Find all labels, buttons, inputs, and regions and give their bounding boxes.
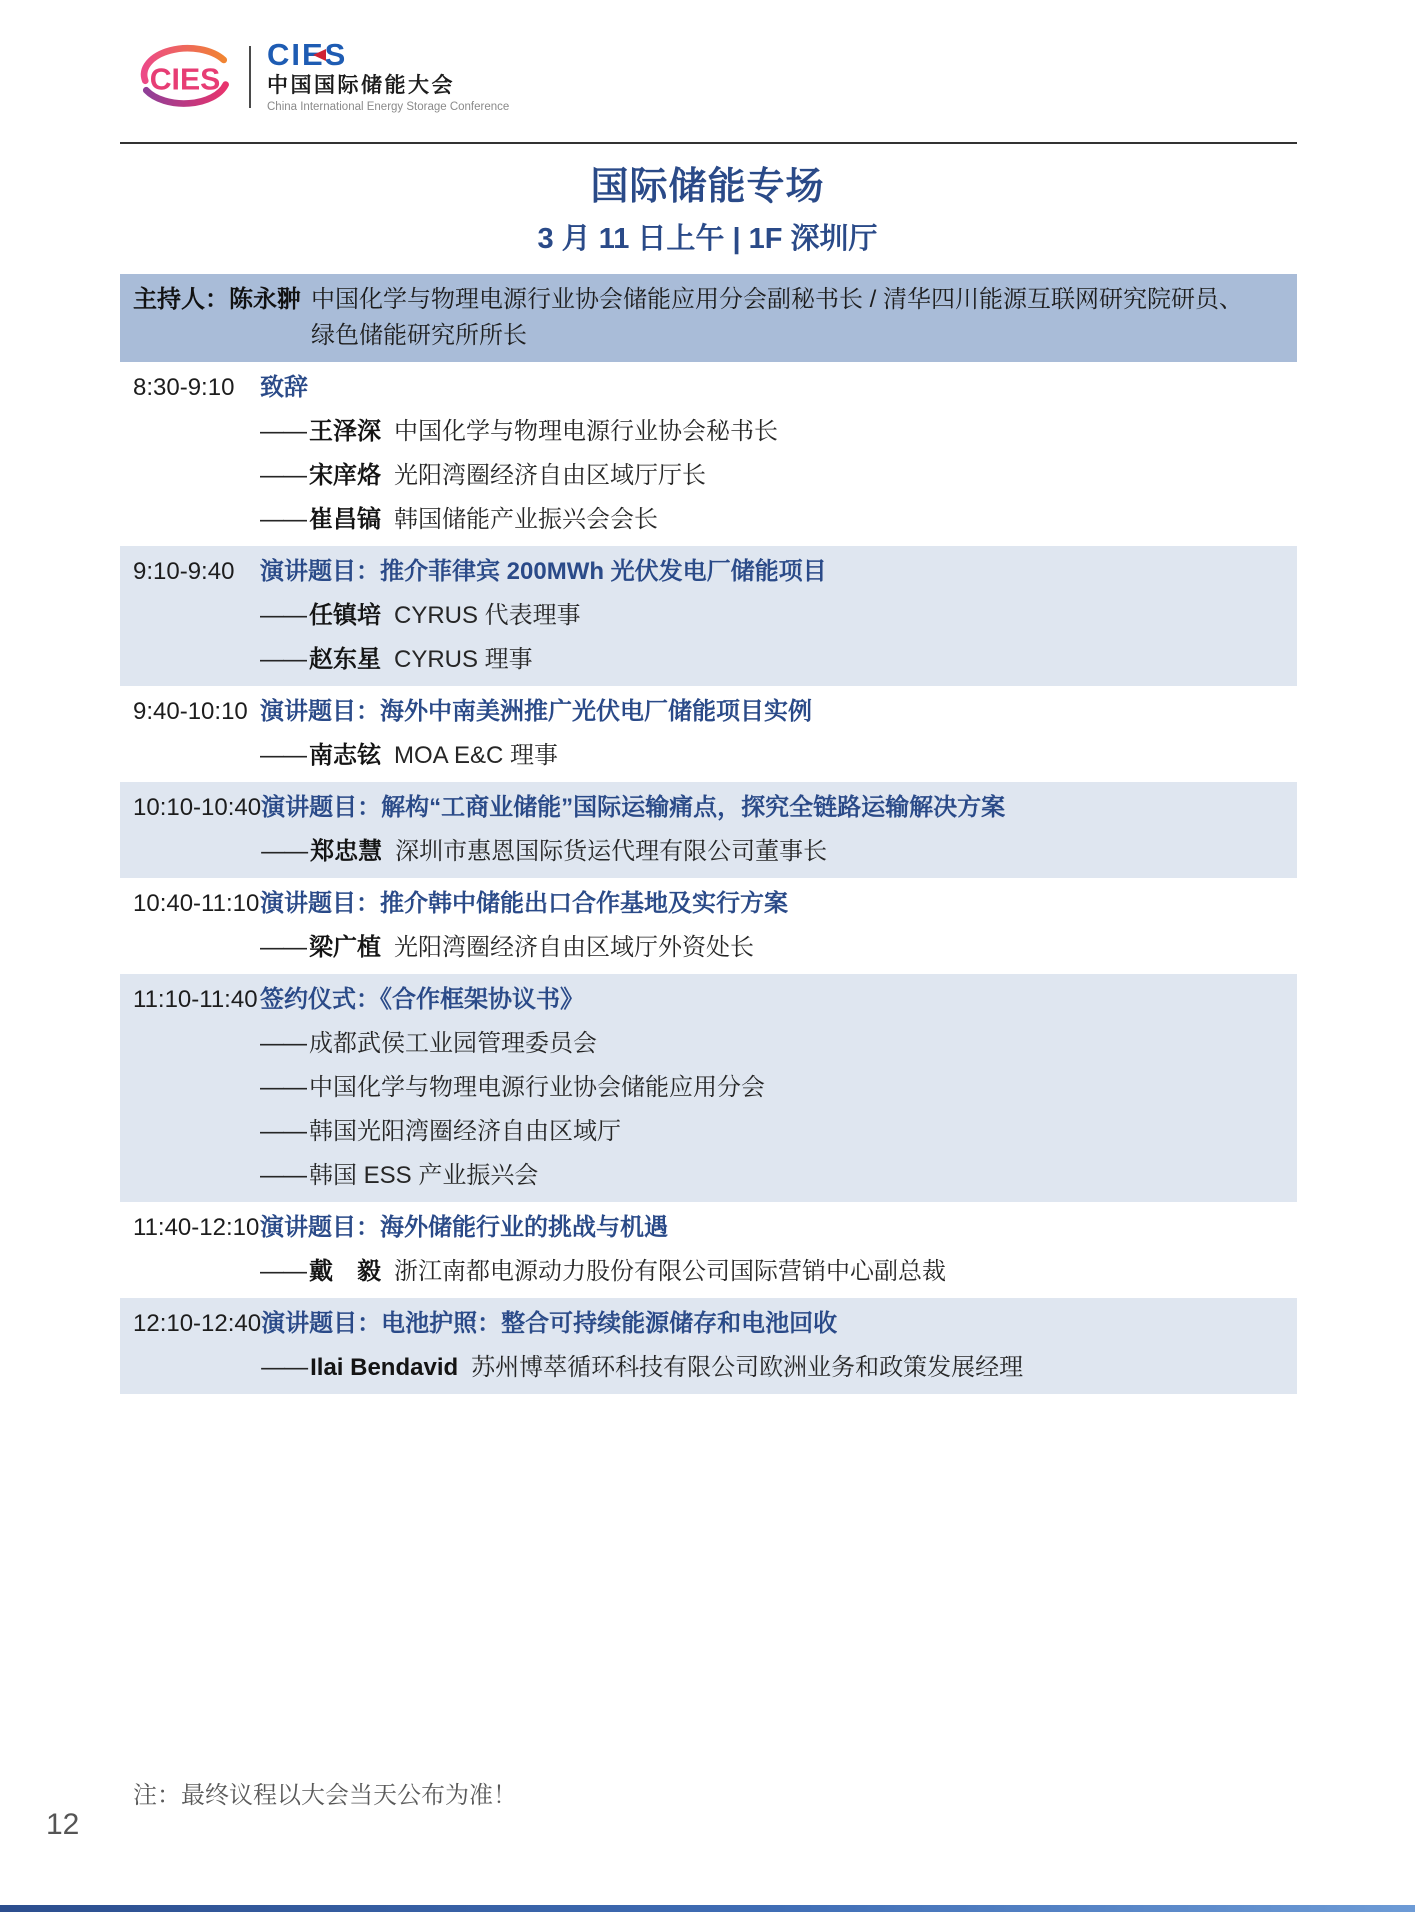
speaker-dash: ——	[260, 1030, 306, 1057]
speaker-dash: ——	[260, 742, 306, 769]
speaker-line	[260, 1256, 1297, 1288]
speaker-line	[260, 740, 1297, 772]
schedule-row	[120, 974, 1297, 1202]
time-cell: 11:40-12:10	[133, 1214, 260, 1241]
row-content	[260, 372, 1297, 536]
speaker-line	[260, 644, 1297, 676]
speaker-name: 戴 毅	[309, 1258, 381, 1285]
speaker-line	[260, 600, 1297, 632]
header-rule	[120, 142, 1297, 144]
speaker-title: 中国化学与物理电源行业协会储能应用分会	[309, 1074, 765, 1101]
speaker-name: 崔昌镐	[309, 506, 381, 533]
time-cell: 10:10-10:40	[133, 794, 262, 821]
moderator-desc-line: 绿色储能研究所所长	[311, 322, 527, 349]
speaker-dash: ——	[260, 646, 306, 673]
speaker-dash: ——	[260, 506, 306, 533]
session-topic: 演讲题目：推介韩中储能出口合作基地及实行方案	[260, 890, 788, 917]
speaker-dash: ——	[261, 1354, 308, 1381]
brand-wordmark-text: CIES	[267, 37, 348, 72]
schedule-row	[120, 878, 1297, 974]
speaker-dash: ——	[260, 934, 306, 961]
speaker-name: Ilai Bendavid	[310, 1354, 459, 1381]
speaker-name: 王泽深	[309, 418, 381, 445]
session-topic: 演讲题目：海外中南美洲推广光伏电厂储能项目实例	[260, 698, 812, 725]
schedule-row	[120, 782, 1297, 878]
schedule-row	[120, 1298, 1297, 1394]
brand-arrow-icon	[313, 49, 326, 61]
speaker-dash: ——	[261, 838, 308, 865]
speaker-name: 任镇培	[309, 602, 381, 629]
moderator-name: 陈永翀	[229, 286, 301, 313]
speaker-dash: ——	[260, 462, 306, 489]
speaker-name: 宋庠烙	[309, 462, 381, 489]
row-content	[261, 1308, 1297, 1384]
speaker-line	[260, 1116, 1297, 1148]
speaker-title: 中国化学与物理电源行业协会秘书长	[394, 418, 778, 445]
speaker-line	[260, 932, 1297, 964]
speaker-line	[261, 1352, 1297, 1384]
speaker-name: 郑忠慧	[310, 838, 383, 865]
logo-divider	[249, 46, 251, 108]
session-datetime: 3 月 11 日上午 | 1F 深圳厅	[537, 223, 878, 255]
brand-name-en: China International Energy Storage Conference	[267, 101, 510, 113]
time-cell: 9:40-10:10	[133, 698, 248, 725]
speaker-dash: ——	[260, 1074, 306, 1101]
row-content	[260, 696, 1297, 772]
schedule-row	[120, 1202, 1297, 1298]
brand-block	[267, 37, 510, 114]
speaker-title: 韩国 ESS 产业振兴会	[309, 1162, 539, 1189]
speaker-line	[260, 1160, 1297, 1192]
speaker-title: 浙江南都电源动力股份有限公司国际营销中心副总裁	[394, 1258, 946, 1285]
speaker-dash: ——	[260, 1258, 306, 1285]
conference-logo	[133, 37, 510, 114]
brand-wordmark	[267, 37, 509, 72]
time-cell: 8:30-9:10	[133, 374, 235, 401]
speaker-title: 韩国光阳湾圈经济自由区域厅	[309, 1118, 621, 1145]
speaker-title: 光阳湾圈经济自由区域厅外资处长	[394, 934, 754, 961]
row-content	[260, 1212, 1297, 1288]
speaker-line	[260, 1072, 1297, 1104]
session-topic: 签约仪式：《合作框架协议书》	[260, 986, 584, 1013]
speaker-name: 赵东星	[309, 646, 381, 673]
row-content	[261, 792, 1297, 868]
session-title: 国际储能专场	[590, 166, 825, 208]
speaker-title: 韩国储能产业振兴会会长	[394, 506, 658, 533]
speaker-dash: ——	[260, 1162, 306, 1189]
bottom-bar	[0, 1905, 1415, 1912]
speaker-dash: ——	[260, 602, 306, 629]
footer-note: 注：最终议程以大会当天公布为准！	[133, 1782, 517, 1809]
moderator-label: 主持人：	[133, 286, 229, 313]
schedule-row	[120, 686, 1297, 782]
speaker-title: MOA E&C 理事	[394, 742, 559, 769]
moderator-desc-line: 中国化学与物理电源行业协会储能应用分会副秘书长 / 清华四川能源互联网研究院研员、	[311, 286, 1244, 313]
time-cell: 9:10-9:40	[133, 558, 235, 585]
speaker-dash: ——	[260, 418, 306, 445]
time-cell: 10:40-11:10	[133, 890, 260, 917]
speaker-title: CYRUS 理事	[394, 646, 533, 673]
session-topic: 演讲题目：解构“工商业储能”国际运输痛点，探究全链路运输解决方案	[261, 794, 1006, 821]
brand-name-cn: 中国国际储能大会	[267, 74, 455, 97]
row-content	[260, 556, 1297, 676]
schedule-row	[120, 546, 1297, 686]
moderator-desc	[311, 282, 1243, 354]
speaker-title: CYRUS 代表理事	[394, 602, 581, 629]
speaker-title: 深圳市惠恩国际货运代理有限公司董事长	[395, 838, 828, 865]
speaker-dash: ——	[260, 1118, 306, 1145]
row-content	[260, 888, 1297, 964]
speaker-title: 苏州博萃循环科技有限公司欧洲业务和政策发展经理	[471, 1354, 1024, 1381]
speaker-name: 南志铉	[309, 742, 381, 769]
speaker-line	[260, 416, 1297, 448]
agenda-rows	[120, 362, 1297, 1394]
schedule-row	[120, 362, 1297, 546]
time-cell: 12:10-12:40	[133, 1310, 262, 1337]
session-topic: 致辞	[260, 374, 308, 401]
speaker-line	[261, 836, 1297, 868]
cies-logo-mark-icon	[133, 40, 237, 114]
moderator-row	[120, 274, 1297, 362]
speaker-line	[260, 1028, 1297, 1060]
agenda-table	[120, 274, 1297, 1394]
session-topic: 演讲题目：电池护照：整合可持续能源储存和电池回收	[261, 1310, 838, 1337]
speaker-line	[260, 504, 1297, 536]
speaker-title: 成都武侯工业园管理委员会	[309, 1030, 597, 1057]
speaker-name: 梁广植	[309, 934, 381, 961]
page-number: 12	[46, 1808, 80, 1841]
session-topic: 演讲题目：海外储能行业的挑战与机遇	[260, 1214, 668, 1241]
time-cell: 11:10-11:40	[133, 986, 258, 1013]
row-content	[260, 984, 1297, 1192]
speaker-line	[260, 460, 1297, 492]
logo-mark-text: CIES	[149, 63, 221, 97]
session-topic: 演讲题目：推介菲律宾 200MWh 光伏发电厂储能项目	[260, 558, 827, 585]
speaker-title: 光阳湾圈经济自由区域厅厅长	[394, 462, 706, 489]
